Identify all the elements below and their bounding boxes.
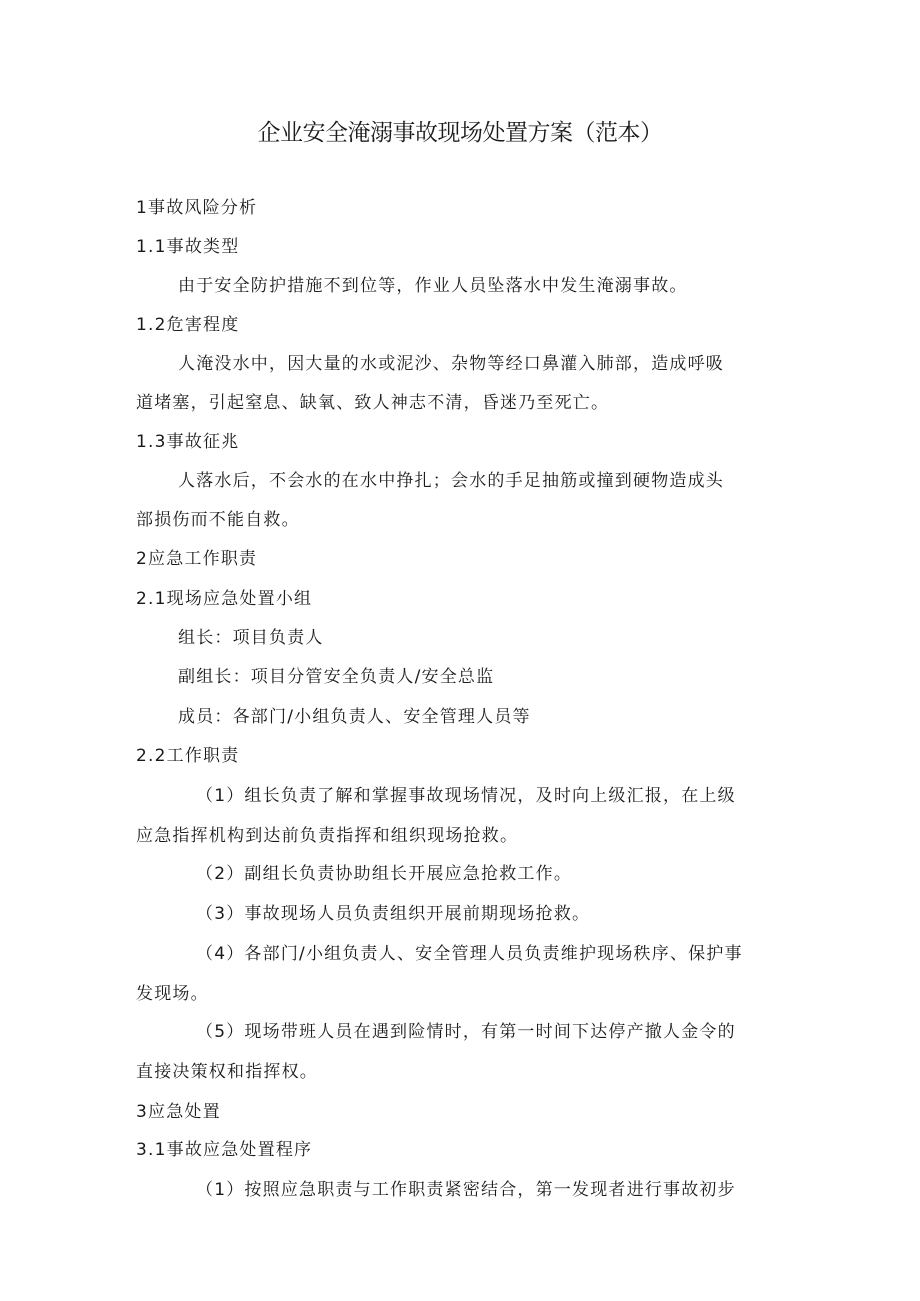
paragraph-line: （3）事故现场人员负责组织开展前期现场抢救。	[196, 904, 591, 924]
paragraph-line: 部损伤而不能自救。	[136, 510, 300, 530]
paragraph-line: 组长：项目负责人	[178, 628, 324, 648]
paragraph-line: 发现场。	[136, 984, 209, 1004]
paragraph-line: 成员：各部门/小组负责人、安全管理人员等	[178, 707, 531, 727]
paragraph-line: 人淹没水中，因大量的水或泥沙、杂物等经口鼻灌入肺部，造成呼吸	[178, 354, 724, 374]
paragraph-line: 副组长：项目分管安全负责人/安全总监	[178, 667, 495, 687]
paragraph-line: 由于安全防护措施不到位等，作业人员坠落水中发生淹溺事故。	[178, 276, 688, 296]
paragraph-line: （1）按照应急职责与工作职责紧密结合，第一发现者进行事故初步	[196, 1180, 736, 1200]
subsection-heading: 2.1现场应急处置小组	[136, 589, 313, 609]
subsection-heading: 2.2工作职责	[136, 746, 240, 766]
paragraph-line: （4）各部门/小组负责人、安全管理人员负责维护现场秩序、保护事	[196, 944, 743, 964]
subsection-heading: 1.2危害程度	[136, 315, 240, 335]
subsection-heading: 3.1事故应急处置程序	[136, 1140, 313, 1160]
subsection-heading: 1.1事故类型	[136, 237, 240, 257]
paragraph-line: 人落水后，不会水的在水中挣扎；会水的手足抽筋或撞到硬物造成头	[178, 471, 724, 491]
section-heading: 1事故风险分析	[136, 198, 258, 218]
paragraph-line: 应急指挥机构到达前负责指挥和组织现场抢救。	[136, 826, 519, 846]
paragraph-line: （1）组长负责了解和掌握事故现场情况，及时向上级汇报，在上级	[196, 786, 736, 806]
page-title: 企业安全淹溺事故现场处置方案（范本）	[257, 120, 663, 146]
subsection-heading: 1.3事故征兆	[136, 432, 240, 452]
paragraph-line: （2）副组长负责协助组长开展应急抢救工作。	[196, 864, 573, 884]
section-heading: 3应急处置	[136, 1102, 221, 1122]
paragraph-line: （5）现场带班人员在遇到险情时，有第一时间下达停产撤人金令的	[196, 1022, 736, 1042]
section-heading: 2应急工作职责	[136, 549, 258, 569]
paragraph-line: 直接决策权和指挥权。	[136, 1062, 318, 1082]
paragraph-line: 道堵塞，引起窒息、缺氧、致人神志不清，昏迷乃至死亡。	[136, 393, 610, 413]
